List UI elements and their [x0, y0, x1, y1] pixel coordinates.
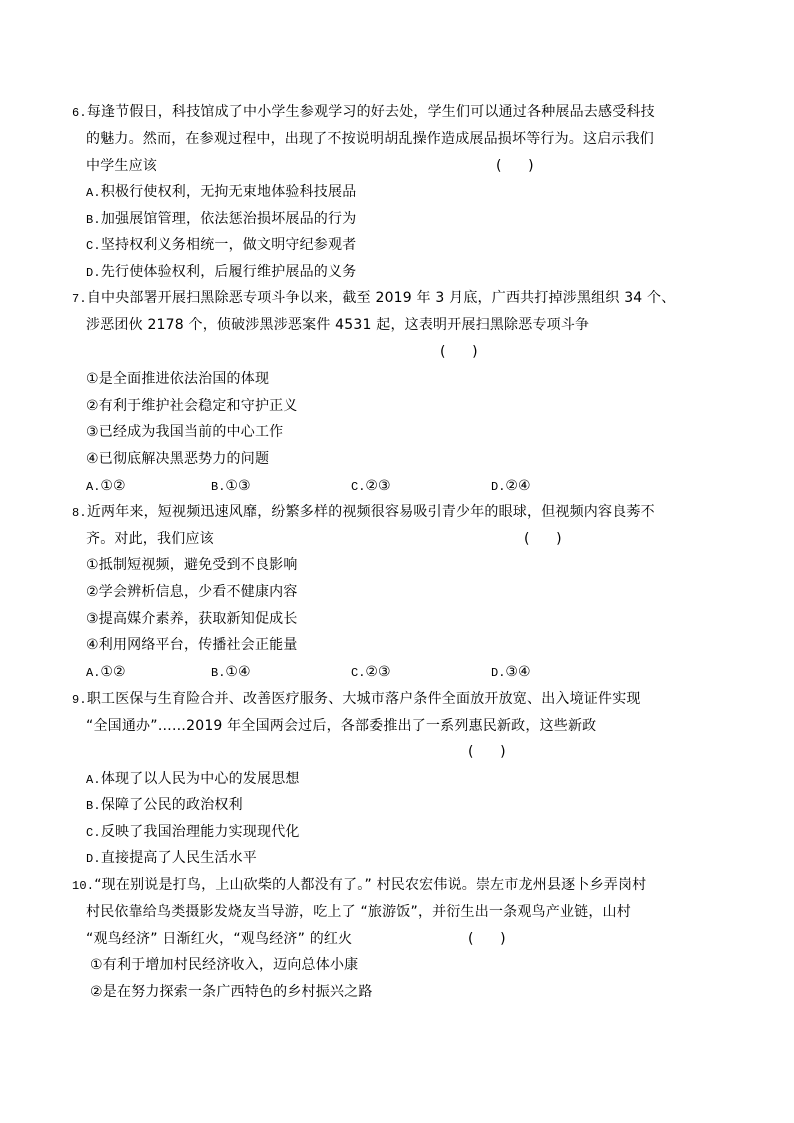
statement-2: ②是在努力探索一条广西特色的乡村振兴之路 — [90, 984, 373, 1000]
question-6-stem-line-1: 6.每逢节假日，科技馆成了中小学生参观学习的好去处，学生们可以通过各种展品去感受科技 — [72, 104, 655, 120]
question-8-stem-line-1: 8.近两年来，短视频迅速风靡，纷繁多样的视频很容易吸引青少年的眼球，但视频内容良莠不 — [72, 504, 655, 520]
statement-4: ④已彻底解决黑恶势力的问题 — [86, 451, 270, 467]
statement-2: ②有利于维护社会稳定和守护正义 — [86, 398, 298, 414]
option-a: A.积极行使权利，无拘无束地体验科技展品 — [86, 184, 357, 200]
statement-1: ①有利于增加村民经济收入，迈向总体小康 — [90, 957, 359, 973]
choice-c: C.②③ — [351, 478, 391, 494]
question-6-stem-line-2: 的魅力。然而，在参观过程中，出现了不按说明胡乱操作造成展品损坏等行为。这启示我们 — [86, 131, 654, 147]
choice-c: C.②③ — [351, 664, 391, 680]
option-a: A.体现了以人民为中心的发展思想 — [86, 771, 300, 787]
option-d: D.直接提高了人民生活水平 — [86, 850, 258, 866]
option-c: C.反映了我国治理能力实现现代化 — [86, 824, 300, 840]
question-number: 7. — [72, 292, 87, 306]
choice-a: A.①② — [86, 664, 126, 680]
choice-d: D.③④ — [491, 664, 531, 680]
question-10-stem-line-3: “观鸟经济” 日渐红火，“观鸟经济” 的红火 — [86, 931, 353, 947]
statement-3: ③提高媒介素养，获取新知促成长 — [86, 611, 298, 627]
question-10-stem-line-2: 村民依靠给鸟类摄影发烧友当导游，吃上了 “旅游饭”，并衍生出一条观鸟产业链，山村 — [86, 904, 631, 920]
choice-a: A.①② — [86, 478, 126, 494]
question-number: 6. — [72, 106, 87, 120]
choice-b: B.①③ — [211, 478, 251, 494]
question-7-stem-line-1: 7.自中央部署开展扫黑除恶专项斗争以来，截至 2019 年 3 月底，广西共打掉涉黑组织 34 个、 — [72, 290, 676, 306]
question-number: 9. — [72, 693, 87, 707]
statement-4: ④利用网络平台，传播社会正能量 — [86, 637, 298, 653]
question-number: 8. — [72, 506, 87, 520]
option-b: B.保障了公民的政治权利 — [86, 797, 243, 813]
option-b: B.加强展馆管理，依法惩治损坏展品的行为 — [86, 211, 357, 227]
statement-1: ①抵制短视频，避免受到不良影响 — [86, 557, 298, 573]
answer-blank[interactable]: ( ) — [524, 531, 562, 547]
question-6-stem-line-3: 中学生应该 — [86, 158, 157, 174]
choice-d: D.②④ — [491, 478, 531, 494]
statement-1: ①是全面推进依法治国的体现 — [86, 371, 270, 387]
question-7-stem-line-2: 涉恶团伙 2178 个，侦破涉黑涉恶案件 4531 起，这表明开展扫黑除恶专项斗争 — [86, 317, 590, 333]
answer-blank[interactable]: ( ) — [440, 344, 478, 360]
question-9-stem-line-2: “全国通办”……2019 年全国两会过后，各部委推出了一系列惠民新政，这些新政 — [86, 718, 597, 734]
option-c: C.坚持权利义务相统一，做文明守纪参观者 — [86, 237, 357, 253]
option-d: D.先行使体验权利，后履行维护展品的义务 — [86, 264, 357, 280]
answer-blank[interactable]: ( ) — [496, 158, 534, 174]
statement-3: ③已经成为我国当前的中心工作 — [86, 424, 284, 440]
question-9-stem-line-1: 9.职工医保与生育险合并、改善医疗服务、大城市落户条件全面放开放宽、出入境证件实现 — [72, 691, 641, 707]
question-8-stem-line-2: 齐。对此，我们应该 — [86, 531, 214, 547]
statement-2: ②学会辨析信息，少看不健康内容 — [86, 584, 298, 600]
question-number: 10. — [72, 879, 95, 893]
answer-blank[interactable]: ( ) — [468, 931, 506, 947]
choice-b: B.①④ — [211, 664, 251, 680]
question-10-stem-line-1: 10.“现在别说是打鸟，上山砍柴的人都没有了。” 村民农宏伟说。崇左市龙州县逐卜乡弄岗村 — [72, 877, 647, 893]
answer-blank[interactable]: ( ) — [468, 744, 506, 760]
